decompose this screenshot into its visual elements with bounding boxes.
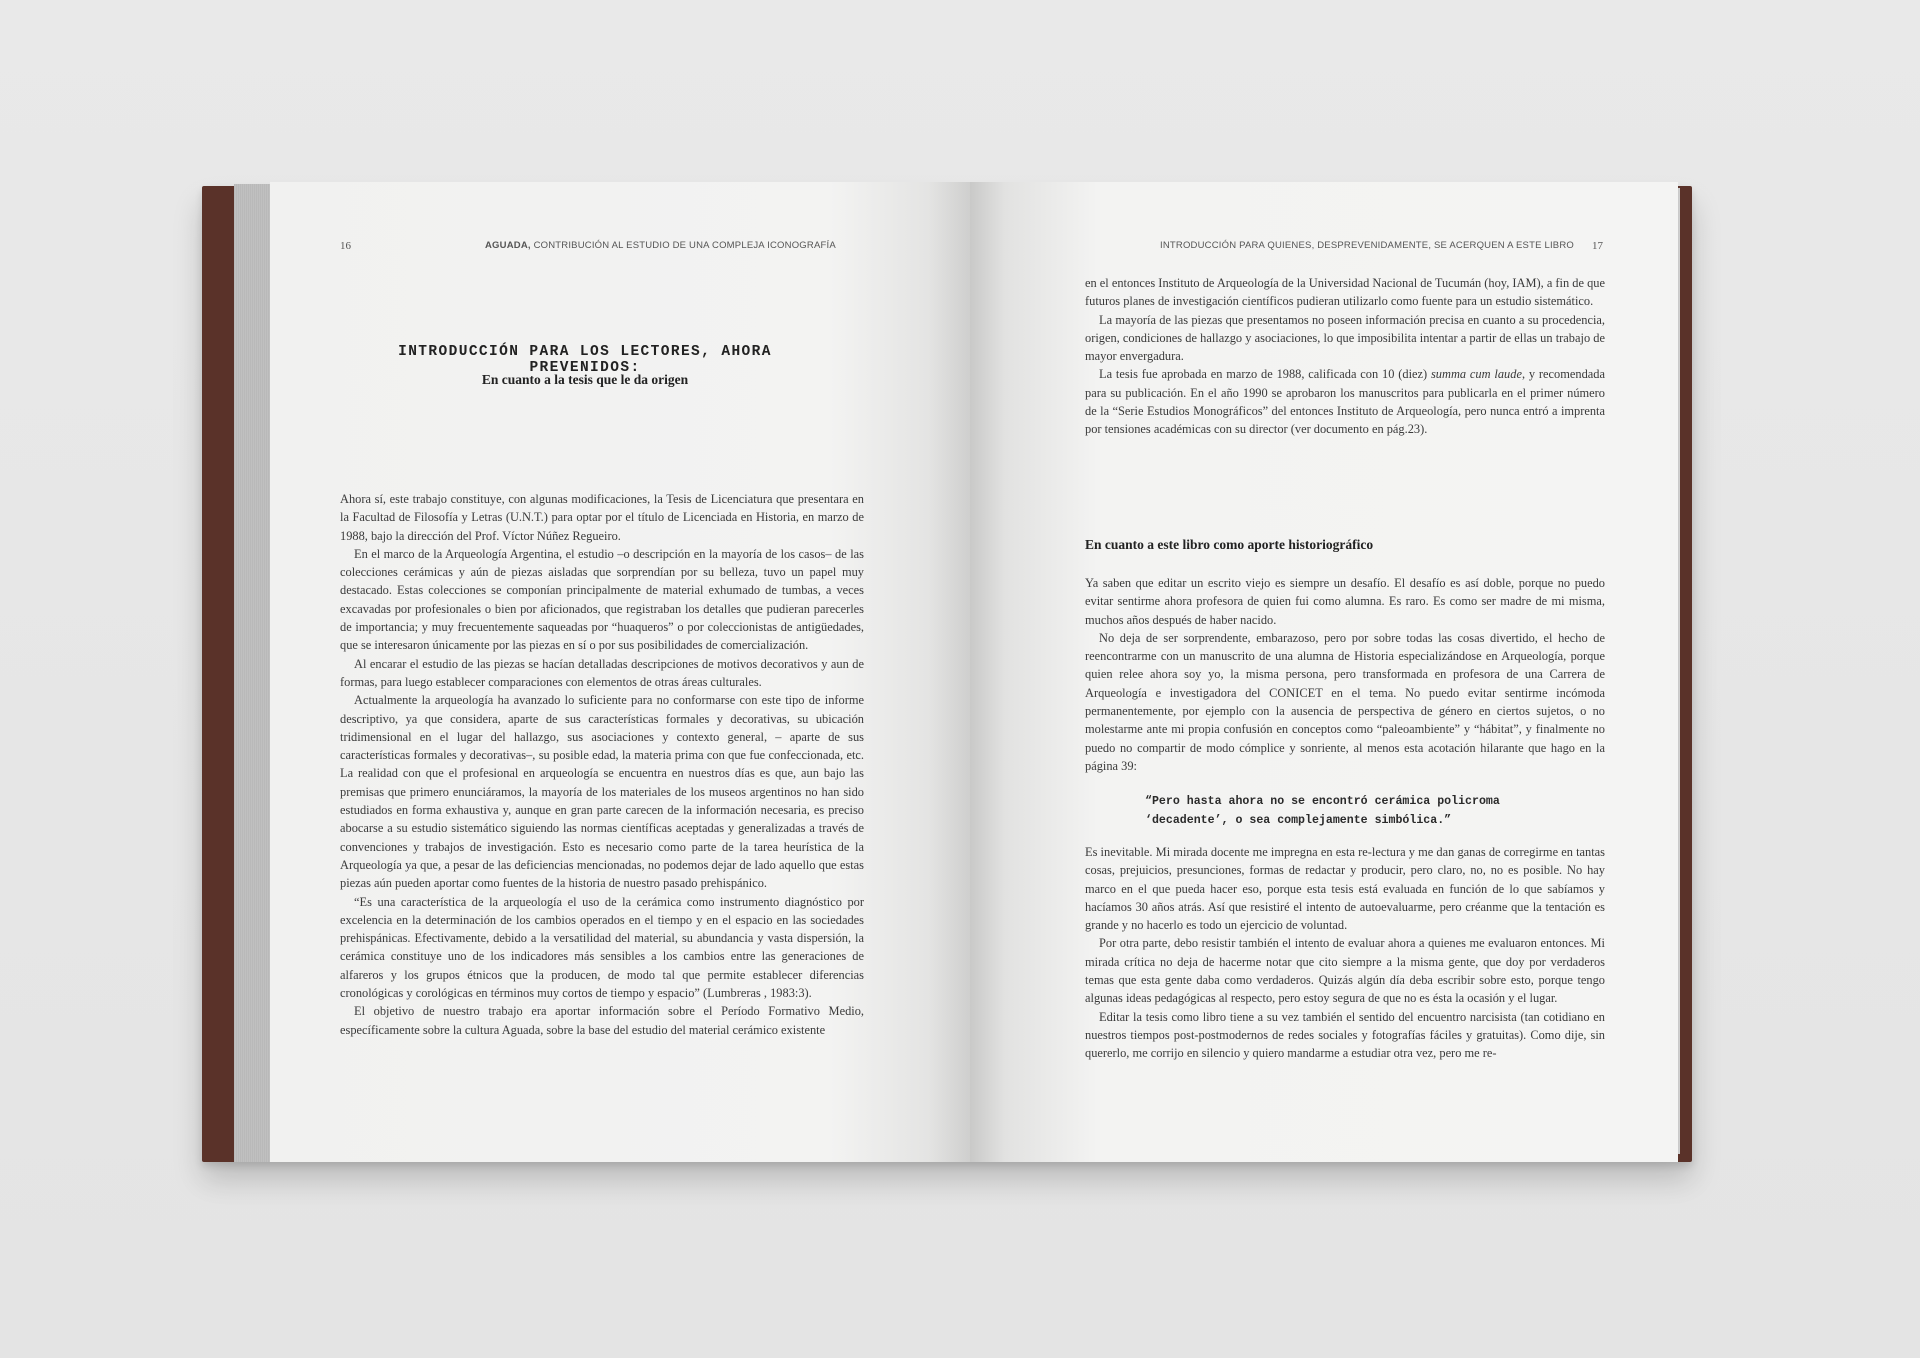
- paragraph: Actualmente la arqueología ha avanzado lo suficiente para no conformarse con este tipo de informe descriptivo, ya que considera, aparte de sus características formales y decorativas, su ubicación tridimensional en el lugar del hallazgo, sus asociaciones y contexto general, – aparte de sus características formales y decorativas–, su posible edad, la materia prima con que fue confeccionada, etc. La realidad con que el profesional en arqueología se encuentra en nuestros días es que, aun bajo las premisas que primero enunciáramos, la mayoría de los materiales de los museos argentinos no han sido estudiados en forma exhaustiva y, aunque en gran parte carecen de la información necesaria, es preciso abocarse a su estudio sistemático siguiendo las normas científicas aceptadas y generalizadas a través de convenciones y trabajos de investigación. Esto es necesario como parte de la tarea heurística de la Arqueología ya que, a pesar de las deficiencias mencionadas, no podemos dejar de lado aquello que estas piezas aún pueden aportar como fuentes de la historia de nuestro pasado prehispánico.: [340, 693, 864, 891]
- paragraph: “Es una característica de la arqueología el uso de la cerámica como instrumento diagnóstico por excelencia en la determinación de los cambios operados en el tiempo y en el espacio en las sociedades prehispánicas. Efectivamente, debido a la versatilidad del material, su abundancia y vasta dispersión, la cerámica constituye uno de los indicadores más sensibles a los cambios entre las generaciones de alfareros y los grupos étnicos que la producen, de modo tal que permite establecer diferencias cronológicas y corológicas en términos muy cortos de tiempo y espacio” (Lumbreras , 1983:3).: [340, 894, 864, 1001]
- right-body-bottom: [1085, 843, 1605, 1063]
- right-running-head: INTRODUCCIÓN PARA QUIENES, DESPREVENIDAMENTE, SE ACERQUEN A ESTE LIBRO: [1160, 240, 1574, 251]
- paragraph: Ahora sí, este trabajo constituye, con algunas modificaciones, la Tesis de Licenciatura que presentara en la Facultad de Filosofía y Letras (U.N.T.) para optar por el título de Licenciada en Historia, en marzo de 1988, bajo la dirección del Prof. Víctor Núñez Regueiro.: [340, 492, 864, 543]
- paragraph: Al encarar el estudio de las piezas se hacían detalladas descripciones de motivos decorativos y aun de formas, para luego establecer comparaciones con elementos de otras áreas culturales.: [340, 656, 864, 689]
- chapter-subtitle: En cuanto a la tesis que le da origen: [481, 372, 689, 387]
- paragraph: en el entonces Instituto de Arqueología de la Universidad Nacional de Tucumán (hoy, IAM), a fin de que futuros planes de investigación científicos pudieran utilizarlo como fuente para un estudio sistemático.: [1085, 276, 1605, 309]
- paragraph: Por otra parte, debo resistir también el intento de evaluar ahora a quienes me evaluaron entonces. Mi mirada crítica no deja de hacerme notar que cito siempre a la misma gente, que doy por verdaderos temas que esta gente daba como verdaderos. Quizás algún día deba escribir sobre esto, porque tengo algunas ideas pedagógicas al respecto, pero estoy segura de que no es ésta la ocasión y el lugar.: [1085, 936, 1605, 1006]
- left-body-text: [340, 490, 864, 1039]
- paragraph: En el marco de la Arqueología Argentina, el estudio –o descripción en la mayoría de los casos– de las colecciones cerámicas y aún de piezas aisladas que sorprendían por su belleza, tuvo un papel muy destacado. Estas colecciones se componían principalmente de material exhumado de tumbas, a veces excavadas por profesionales o bien por aficionados, que registraban los detalles que pudieran parecerles de importancia; y muy frecuentemente saqueadas por “huaqueros” o por coleccionistas de antigüedades, que se interesaron únicamente por las piezas en sí o por sus posibilidades de comercialización.: [340, 546, 864, 653]
- running-head-rest: CONTRIBUCIÓN AL ESTUDIO DE UNA COMPLEJA ICONOGRAFÍA: [530, 240, 836, 251]
- quote-line: “Pero hasta ahora no se encontró cerámica policroma: [1145, 795, 1500, 808]
- left-folio: 16: [340, 240, 351, 252]
- paragraph: La mayoría de las piezas que presentamos no poseen información precisa en cuanto a su procedencia, origen, condiciones de hallazgo y asociaciones, lo que imposibilita intentar a partir de ellas un trabajo de mayor envergadura.: [1085, 312, 1605, 364]
- open-book: [202, 182, 1692, 1162]
- block-quote: [1145, 792, 1565, 830]
- running-head-bold: AGUADA,: [485, 240, 531, 251]
- paragraph-text: , y recomendada para su publicación. En el año 1990 se aprobaron los manuscritos para publicarla en el primer número de la “Serie Estudios Monográficos” del entonces Instituto de Arqueología, pero nunca entró a imprenta por tensiones académicas con su director (ver documento en pág.23).: [1085, 367, 1605, 437]
- paragraph: El objetivo de nuestro trabajo era aportar información sobre el Período Formativo Medio, específicamente sobre la cultura Aguada, sobre la base del estudio del material cerámico existente: [340, 1004, 864, 1037]
- left-page: [270, 182, 970, 1162]
- paragraph: [1085, 365, 1605, 438]
- left-running-head: [485, 240, 836, 251]
- paragraph: No deja de ser sorprendente, embarazoso, pero por sobre todas las cosas divertido, el hecho de reencontrarme con un manuscrito de una alumna de Historia especializándose en Arqueología, porque quien relee ahora soy yo, la misma persona, pero transformada en profesora de una Carrera de Arqueología e investigadora del CONICET en el tema. No puedo evitar sentirme incómoda permanentemente, por ejemplo con la ausencia de perspectiva de género en ciertos sujetos, o no molestarme ante mi propia confusión en conceptos como “paleoambiente” y “hábitat”, y finalmente no puedo no compartir de modo cómplice y sonriente, al menos esta acotación hilarante que hago en la página 39:: [1085, 630, 1605, 773]
- latin-phrase: summa cum laude: [1430, 367, 1522, 382]
- right-body-top: [1085, 274, 1605, 439]
- chapter-title: INTRODUCCIÓN PARA LOS LECTORES, AHORA PREVENIDOS:: [398, 344, 772, 376]
- right-page: [970, 182, 1678, 1162]
- right-folio: 17: [1592, 240, 1603, 252]
- paragraph: Es inevitable. Mi mirada docente me impregna en esta re-lectura y me dan ganas de corregirme en tantas cosas, prejuicios, presunciones, formas de redactar y producir, pero claro, no, no es posible. No hay marco en el que pueda hacer eso, porque esta tesis está evaluada en función de lo que sabíamos y hacíamos 30 años atrás. Así que resistiré el intento de autoevaluarme, pero créanme que la tentación es grande y no hacerlo es todo un ejercicio de voluntad.: [1085, 845, 1605, 933]
- right-body-mid: [1085, 574, 1605, 775]
- paragraph: Editar la tesis como libro tiene a su vez también el sentido del encuentro narcisista (tan cotidiano en nuestros tiempos post-postmodernos de redes sociales y fotografías fáciles y gratuitas). Como dije, sin quererlo, me corrijo en silencio y quiero mandarme a estudiar otra vez, pero me re-: [1085, 1009, 1605, 1061]
- paragraph: Ya saben que editar un escrito viejo es siempre un desafío. El desafío es así doble, porque no puedo evitar sentirme ahora profesora de quien fui como alumna. Es raro. Es como ser madre de mi misma, muchos años después de haber nacido.: [1085, 576, 1605, 627]
- section-heading: En cuanto a este libro como aporte historiográfico: [1085, 537, 1374, 552]
- paragraph-text: La tesis fue aprobada en marzo de 1988, calificada con 10 (diez): [1099, 367, 1431, 382]
- quote-line: ‘decadente’, o sea complejamente simbólica.”: [1145, 814, 1452, 827]
